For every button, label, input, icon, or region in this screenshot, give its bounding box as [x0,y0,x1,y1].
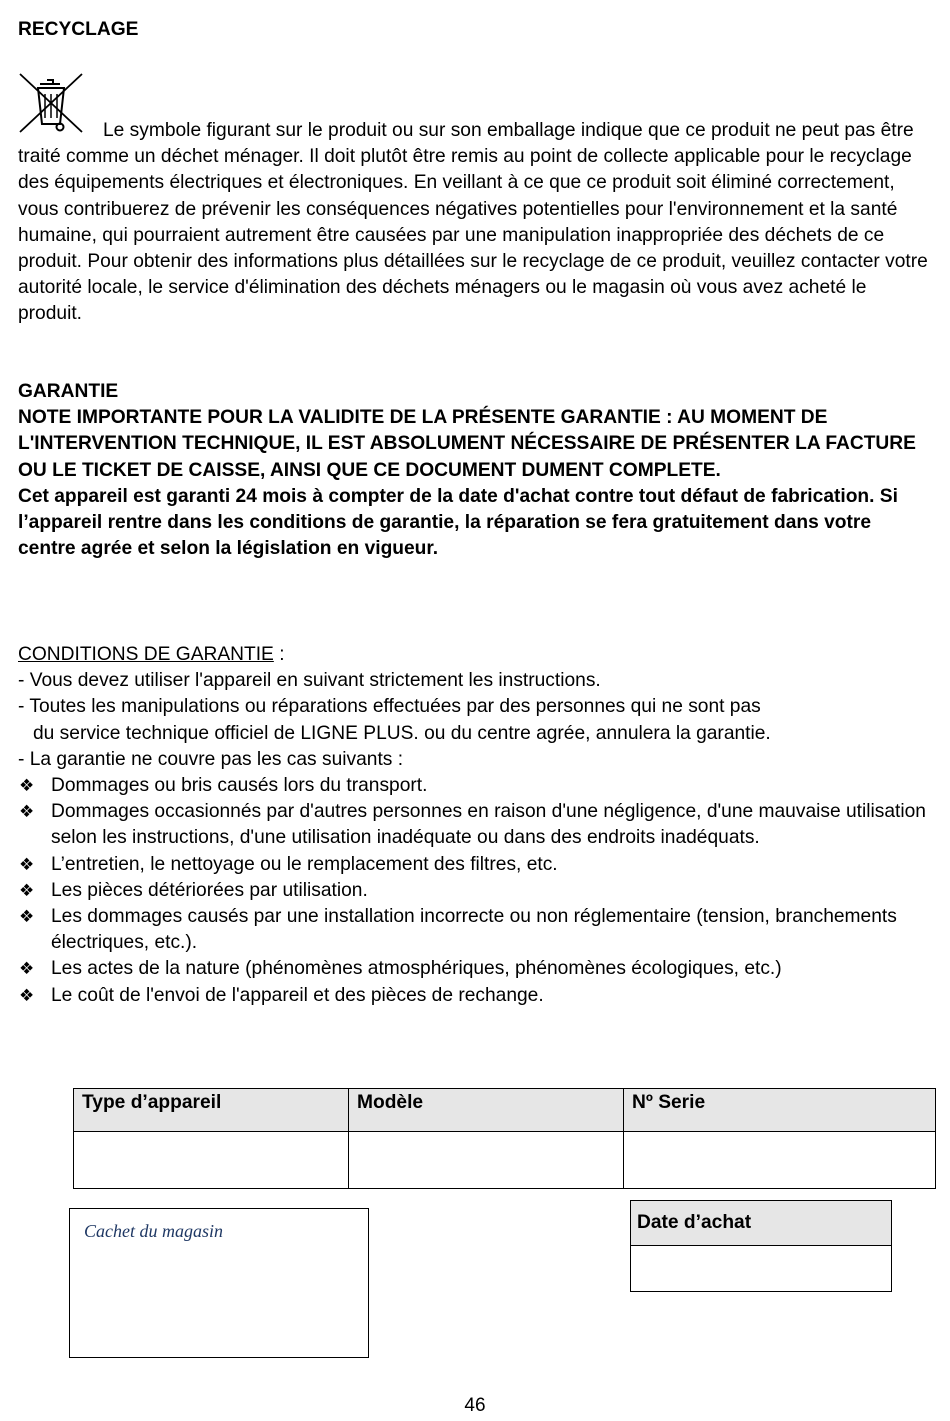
bullet-icon: ❖ [19,907,35,927]
numero-serie-field[interactable] [624,1132,936,1189]
bullet-icon: ❖ [19,985,35,1005]
bullet-icon: ❖ [19,802,35,822]
numero-serie-header: Nº Serie [624,1089,936,1132]
date-achat-field[interactable] [631,1246,892,1292]
cachet-label: Cachet du magasin [84,1221,223,1241]
conditions-section [18,642,933,1009]
recyclage-title: RECYCLAGE [18,19,139,40]
garantie-section [18,379,933,562]
recyclage-text [18,118,933,328]
bullet-icon: ❖ [19,854,35,874]
page-number: 46 [464,1395,486,1416]
list-item [18,878,933,904]
list-item [18,799,933,851]
date-achat-table [630,1200,892,1292]
list-item [18,956,933,982]
list-item [18,852,933,878]
garantie-note: NOTE IMPORTANTE POUR LA VALIDITE DE LA PRÉSENTE GARANTIE : AU MOMENT DE L'INTERVENTION TECHNIQUE, IL EST ABSOLUMENT NÉCESSAIRE DE PRÉSENTER LA FACTURE OU LE TICKET DE CAISSE, AINSI QUE CE DOCUMENT DUMENT COMPLETE. [18,407,916,481]
type-appareil-field[interactable] [74,1132,349,1189]
conditions-heading [18,642,933,668]
recyclage-paragraph: Le symbole figurant sur le produit ou sur son emballage indique que ce produit ne peut pas être traité comme un déchet ménager. Il doit plutôt être remis au point de collecte applicable pour le recyclage des équipements électriques et électroniques. En veillant à ce que ce produit soit éliminé correctement, vous contribuerez de prévenir les conséquences négatives potentielles pour l'environnement et la santé humaine, qui pourraient autrement être causées par une manipulation inappropriée des déchets de ce produit. Pour obtenir des informations plus détaillées sur le recyclage de ce produit, veuillez contacter votre autorité locale, le service d'élimination des déchets ménagers ou le magasin où vous avez acheté le produit. [18,120,928,325]
bullet-icon: ❖ [19,959,35,979]
list-item-text: Le coût de l'envoi de l'appareil et des pièces de rechange. [51,984,544,1006]
modele-field[interactable] [349,1132,624,1189]
cachet-magasin-box[interactable] [69,1208,369,1358]
conditions-title: CONDITIONS DE GARANTIE [18,644,274,665]
garantie-title: GARANTIE [18,381,119,402]
list-item-text: Les dommages causés par une installation incorrecte ou non réglementaire (tension, branchements électriques, etc.). [51,906,897,954]
list-item [18,904,933,956]
bullet-icon: ❖ [19,880,35,900]
condition-line-3: - La garantie ne couvre pas les cas suivants : [18,748,404,770]
date-achat-header: Date d’achat [631,1201,892,1246]
modele-header: Modèle [349,1089,624,1132]
list-item-text: Dommages ou bris causés lors du transport. [51,775,428,797]
type-appareil-header: Type d’appareil [74,1089,349,1132]
list-item-text: L’entretien, le nettoyage ou le remplacement des filtres, etc. [51,853,558,875]
bullet-icon: ❖ [19,776,35,796]
list-item [18,773,933,799]
condition-line-2b: du service technique officiel de LIGNE PLUS. ou du centre agrée, annulera la garantie. [33,722,771,744]
exclusions-list [18,773,933,1009]
garantie-text: Cet appareil est garanti 24 mois à compter de la date d'achat contre tout défaut de fabrication. Si l’appareil rentre dans les conditions de garantie, la réparation se fera gratuitement dans votre centre agrée et selon la législation en vigueur. [18,485,898,560]
product-info-table [73,1088,936,1189]
conditions-colon: : [273,644,285,665]
list-item [18,983,933,1009]
condition-line-1: - Vous devez utiliser l'appareil en suivant strictement les instructions. [18,670,601,692]
condition-line-2a: - Toutes les manipulations ou réparations effectuées par des personnes qui ne sont pas [18,696,761,718]
list-item-text: Les actes de la nature (phénomènes atmosphériques, phénomènes écologiques, etc.) [51,958,782,980]
list-item-text: Dommages occasionnés par d'autres personnes en raison d'une négligence, d'une mauvaise utilisation selon les instructions, d'une utilisation inadéquate ou dans des endroits inadéquats. [51,801,926,849]
list-item-text: Les pièces détériorées par utilisation. [51,879,368,901]
